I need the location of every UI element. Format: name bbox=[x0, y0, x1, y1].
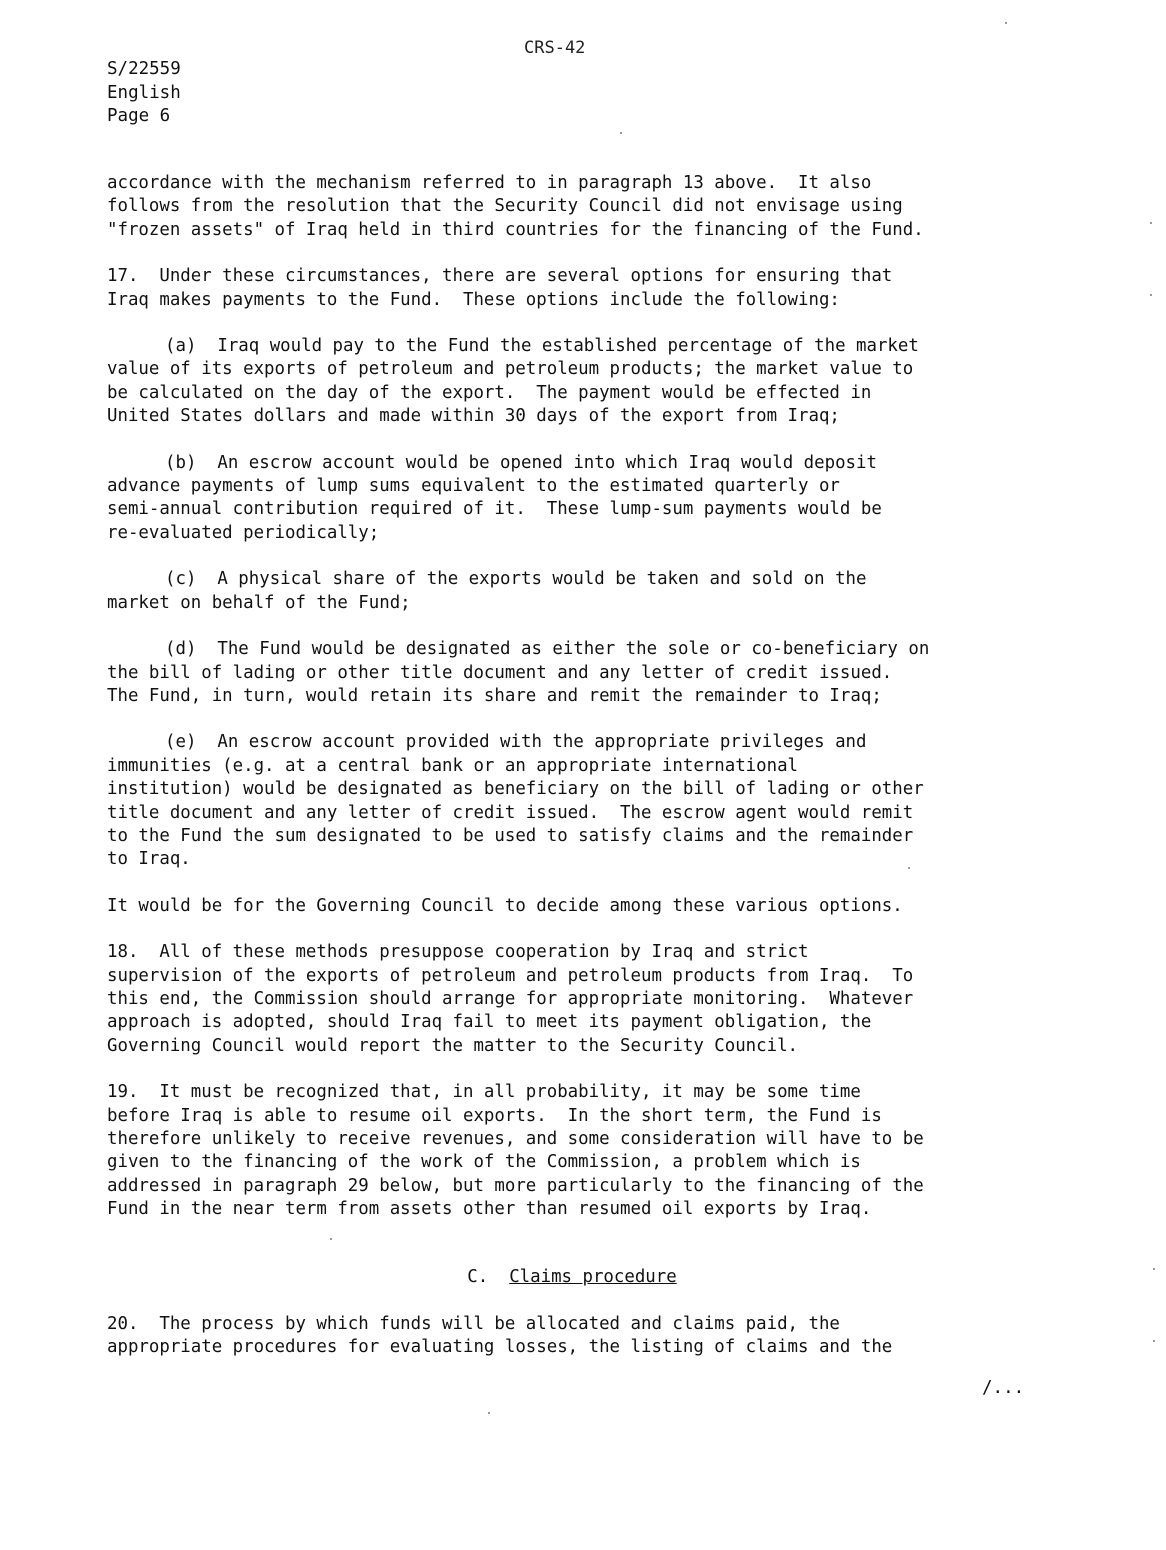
scan-speck bbox=[1150, 294, 1152, 296]
doc-page-number: Page 6 bbox=[107, 106, 171, 126]
decision-statement bbox=[107, 895, 1037, 918]
text-line: (a) Iraq would pay to the Fund the established percentage of the market bbox=[165, 336, 919, 357]
text-line: this end, the Commission should arrange for appropriate monitoring. Whatever bbox=[107, 988, 914, 1009]
text-line: advance payments of lump sums equivalent to the estimated quarterly or bbox=[107, 476, 840, 497]
continuation-marker: /... bbox=[982, 1378, 1025, 1398]
text-line: United States dollars and made within 30 days of the export from Iraq; bbox=[107, 406, 840, 427]
text-line: supervision of the exports of petroleum and petroleum products from Iraq. To bbox=[107, 965, 914, 986]
scan-speck bbox=[1150, 222, 1152, 224]
text-line: 17. Under these circumstances, there are several options for ensuring that bbox=[107, 266, 893, 287]
option-d bbox=[107, 638, 1037, 708]
text-line: given to the financing of the work of the Commission, a problem which is bbox=[107, 1152, 861, 1173]
text-line: (d) The Fund would be designated as either the sole or co-beneficiary on bbox=[165, 639, 930, 660]
text-line: be calculated on the day of the export. The payment would be effected in bbox=[107, 382, 872, 403]
text-line: accordance with the mechanism referred to in paragraph 13 above. It also bbox=[107, 173, 872, 193]
text-line: follows from the resolution that the Security Council did not envisage using bbox=[107, 196, 903, 217]
section-letter: C. bbox=[467, 1266, 489, 1287]
text-line: addressed in paragraph 29 below, but more particularly to the financing of the bbox=[107, 1175, 924, 1196]
text-line: the bill of lading or other title document and any letter of credit issued. bbox=[107, 662, 893, 683]
text-line: Iraq makes payments to the Fund. These options include the following: bbox=[107, 289, 840, 310]
scan-speck bbox=[1005, 22, 1007, 24]
report-page-label: CRS-42 bbox=[524, 38, 586, 58]
scan-speck bbox=[330, 1238, 332, 1240]
doc-language: English bbox=[107, 82, 181, 103]
scan-speck bbox=[1153, 1340, 1155, 1342]
text-line: title document and any letter of credit issued. The escrow agent would remit bbox=[107, 802, 914, 823]
document-body bbox=[107, 172, 1037, 1383]
text-line: It would be for the Governing Council to decide among these various options. bbox=[107, 895, 903, 916]
paragraph-18 bbox=[107, 941, 1037, 1058]
text-line: immunities (e.g. at a central bank or an appropriate international bbox=[107, 755, 799, 776]
text-line: to the Fund the sum designated to be used to satisfy claims and the remainder bbox=[107, 825, 914, 846]
scan-speck bbox=[908, 867, 910, 869]
text-line: institution) would be designated as beneficiary on the bill of lading or other bbox=[107, 779, 924, 800]
text-line: approach is adopted, should Iraq fail to meet its payment obligation, the bbox=[107, 1012, 872, 1033]
document-identifier bbox=[107, 58, 181, 129]
text-line: value of its exports of petroleum and petroleum products; the market value to bbox=[107, 359, 914, 380]
paragraph-19 bbox=[107, 1081, 1037, 1221]
paragraph-20 bbox=[107, 1313, 1037, 1360]
option-b bbox=[107, 452, 1037, 546]
option-c bbox=[107, 568, 1037, 615]
intro-paragraph bbox=[107, 172, 1037, 242]
text-line: therefore unlikely to receive revenues, and some consideration will have to be bbox=[107, 1129, 924, 1149]
text-line: 19. It must be recognized that, in all probability, it may be some time bbox=[107, 1082, 861, 1103]
text-line: 18. All of these methods presuppose cooperation by Iraq and strict bbox=[107, 942, 809, 963]
scan-speck bbox=[1153, 1268, 1155, 1270]
text-line: re-evaluated periodically; bbox=[107, 522, 380, 543]
text-line: Fund in the near term from assets other than resumed oil exports by Iraq. bbox=[107, 1199, 872, 1220]
doc-symbol: S/22559 bbox=[107, 59, 181, 79]
option-e bbox=[107, 731, 1037, 871]
text-line: (e) An escrow account provided with the appropriate privileges and bbox=[165, 732, 867, 753]
text-line: Governing Council would report the matter to the Security Council. bbox=[107, 1035, 799, 1056]
text-line: The Fund, in turn, would retain its share and remit the remainder to Iraq; bbox=[107, 685, 882, 706]
text-line: appropriate procedures for evaluating losses, the listing of claims and the bbox=[107, 1337, 893, 1358]
text-line: to Iraq. bbox=[107, 849, 191, 870]
scan-speck bbox=[620, 132, 622, 134]
text-line: 20. The process by which funds will be allocated and claims paid, the bbox=[107, 1314, 840, 1335]
text-line: "frozen assets" of Iraq held in third countries for the financing of the Fund. bbox=[107, 219, 924, 240]
scan-speck bbox=[488, 1412, 490, 1414]
text-line: market on behalf of the Fund; bbox=[107, 592, 411, 613]
text-line: before Iraq is able to resume oil exports. In the short term, the Fund is bbox=[107, 1105, 882, 1126]
text-line: semi-annual contribution required of it. These lump-sum payments would be bbox=[107, 499, 882, 520]
section-title: Claims procedure bbox=[509, 1266, 677, 1287]
option-a bbox=[107, 335, 1037, 429]
paragraph-17 bbox=[107, 265, 1037, 312]
text-line: (c) A physical share of the exports would be taken and sold on the bbox=[165, 569, 867, 590]
section-heading-claims bbox=[107, 1266, 1037, 1289]
text-line: (b) An escrow account would be opened into which Iraq would deposit bbox=[165, 452, 877, 473]
